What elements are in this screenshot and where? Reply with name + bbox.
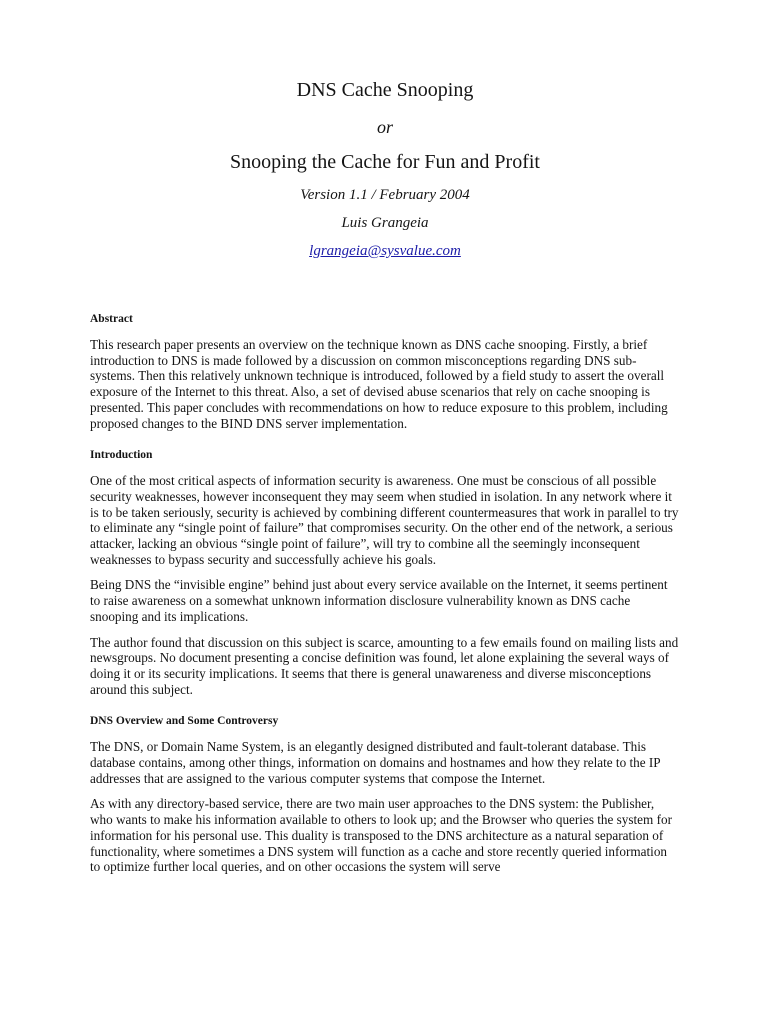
overview-heading: DNS Overview and Some Controversy <box>90 715 279 728</box>
title-block <box>90 78 680 261</box>
author-name: Luis Grangeia <box>341 215 429 231</box>
introduction-heading: Introduction <box>90 449 153 462</box>
introduction-paragraph: The author found that discussion on this subject is scarce, amounting to a few emails found on mailing lists and newsgroups. No document presenting a concise definition was found, let alone explaining the several ways of doing it or its security implications. It seems that there is general unawareness and diverse misconceptions around this subject. <box>90 634 679 697</box>
overview-section <box>90 713 680 875</box>
author-email <box>90 241 680 261</box>
introduction-section <box>90 447 680 697</box>
document-page <box>90 78 680 875</box>
introduction-paragraph: Being DNS the “invisible engine” behind just about every service available on the Internet, it seems pertinent to raise awareness on a somewhat unknown information disclosure vulnerability known as DNS cache snooping and its implications. <box>90 577 668 624</box>
abstract-heading: Abstract <box>90 313 133 325</box>
introduction-paragraph: One of the most critical aspects of information security is awareness. One must be conscious of all possible security weaknesses, however inconsequent they may seem when studied in isolation. In any network where it is to be taken seriously, security is achieved by combining different countermeasures that work in parallel to try to eliminate any “single point of failure” that compromises security. On the other end of the network, a serious attacker, lacking an obvious “single point of failure”, will try to combine all the seemingly inconsequent weaknesses to bypass security and successfully achieve his goals. <box>90 473 679 567</box>
version-line: Version 1.1 / February 2004 <box>300 187 470 203</box>
overview-paragraph: As with any directory-based service, there are two main user approaches to the DNS system: the Publisher, who wants to make his information available to others to look up; and the Browser who queries the system for information for his personal use. This duality is transposed to the DNS architecture as a natural separation of functionality, where sometimes a DNS system will function as a cache and store recently queried information to optimize further local queries, and on other occasions the system will serve <box>90 796 672 875</box>
paper-subtitle: Snooping the Cache for Fun and Profit <box>230 151 540 173</box>
paper-title: DNS Cache Snooping <box>296 79 474 101</box>
author-email-link[interactable]: lgrangeia@sysvalue.com <box>309 243 461 259</box>
abstract-paragraph: This research paper presents an overview on the technique known as DNS cache snooping. Firstly, a brief introduction to DNS is made followed by a discussion on common misconceptions regarding DNS sub-systems. Then this relatively unknown technique is introduced, followed by a field study to assert the overall exposure of the Internet to this threat. Also, a set of devised abuse scenarios that rely on cache snooping is presented. This paper concludes with recommendations on how to reduce exposure to this problem, including proposed changes to the BIND DNS server implementation. <box>90 337 668 431</box>
title-connector: or <box>376 117 393 137</box>
abstract-section <box>90 311 680 431</box>
overview-paragraph: The DNS, or Domain Name System, is an elegantly designed distributed and fault-tolerant database. This database contains, among other things, information on domains and hostnames and how they relate to the IP addresses that are assigned to the various computer systems that compose the Internet. <box>90 739 661 786</box>
